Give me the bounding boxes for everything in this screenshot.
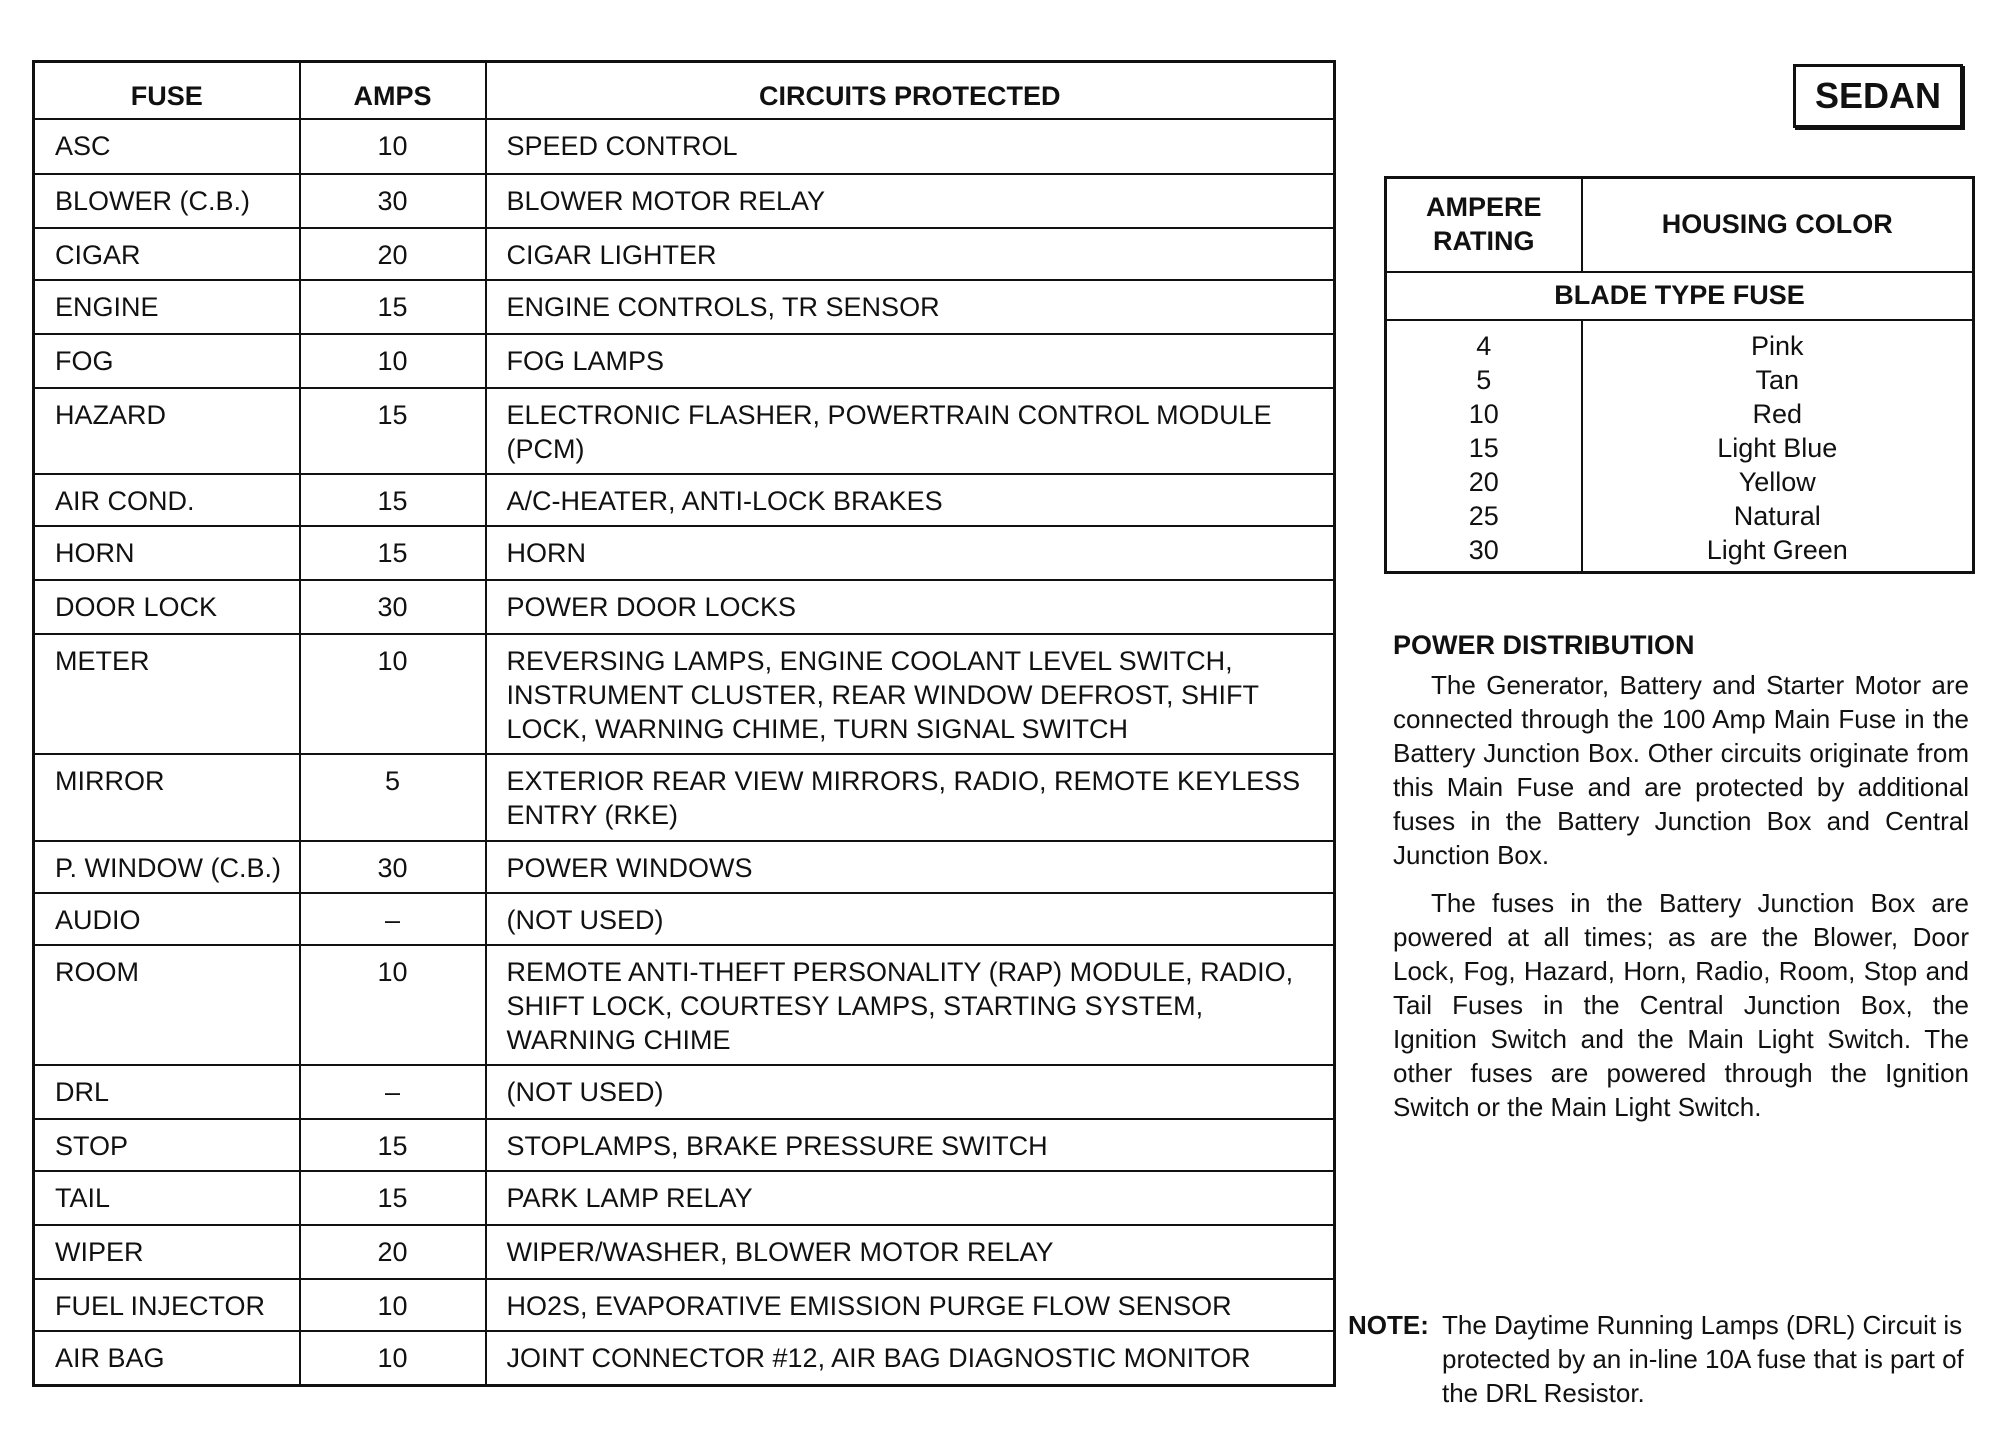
fuse-name-cell: DOOR LOCK (34, 580, 300, 634)
circuits-cell: EXTERIOR REAR VIEW MIRRORS, RADIO, REMOTE KEYLESS ENTRY (RKE) (486, 754, 1335, 841)
fuse-name-cell: ENGINE (34, 280, 300, 334)
housing-color-value: Pink (1750, 331, 1804, 361)
circuits-cell: POWER DOOR LOCKS (486, 580, 1335, 634)
amps-cell: 10 (300, 1279, 486, 1331)
amps-cell: 20 (300, 228, 486, 280)
ampere-rating-header: AMPERE RATING (1386, 178, 1582, 273)
circuits-cell: PARK LAMP RELAY (486, 1171, 1335, 1225)
fuse-name-cell: P. WINDOW (C.B.) (34, 841, 300, 893)
circuits-cell: HORN (486, 526, 1335, 580)
color-list (1582, 320, 1974, 573)
table-row (34, 1171, 1335, 1225)
fuse-name-cell: DRL (34, 1065, 300, 1119)
circuits-cell: BLOWER MOTOR RELAY (486, 174, 1335, 228)
circuits-cell: SPEED CONTROL (486, 119, 1335, 174)
table-row (34, 945, 1335, 1065)
power-distribution-section (1393, 628, 1969, 1138)
ampere-color-table (1384, 176, 1975, 574)
circuits-cell: FOG LAMPS (486, 334, 1335, 388)
fuse-name-cell: TAIL (34, 1171, 300, 1225)
power-paragraph-1: The Generator, Battery and Starter Motor are connected through the 100 Amp Main Fuse in the Battery Junction Box. Other circuits originate from this Main Fuse and are protected by additional fuses in the Battery Junction Box and Central Junction Box. (1393, 670, 1969, 870)
sedan-badge: SEDAN (1793, 64, 1963, 128)
power-distribution-title: POWER DISTRIBUTION (1393, 630, 1695, 660)
circuits-cell: WIPER/WASHER, BLOWER MOTOR RELAY (486, 1225, 1335, 1279)
amps-cell: 15 (300, 526, 486, 580)
blade-type-fuse-header: BLADE TYPE FUSE (1386, 272, 1974, 320)
table-row (34, 280, 1335, 334)
amps-cell: 30 (300, 580, 486, 634)
ampere-rating-value: 20 (1468, 467, 1499, 497)
fuse-name-cell: AUDIO (34, 893, 300, 945)
amps-cell: 10 (300, 945, 486, 1065)
table-row (34, 1279, 1335, 1331)
amps-cell: 10 (300, 634, 486, 754)
circuits-column-header: CIRCUITS PROTECTED (486, 62, 1335, 120)
fuse-name-cell: HAZARD (34, 388, 300, 474)
ampere-rating-value: 10 (1468, 399, 1499, 429)
amps-cell: 20 (300, 1225, 486, 1279)
color-table-subheader-row (1386, 272, 1974, 320)
ampere-rating-value: 4 (1476, 331, 1492, 361)
fuse-name-cell: AIR COND. (34, 474, 300, 526)
amps-cell: 15 (300, 280, 486, 334)
housing-color-value: Tan (1755, 365, 1800, 395)
ampere-rating-value: 15 (1468, 433, 1499, 463)
circuits-cell: JOINT CONNECTOR #12, AIR BAG DIAGNOSTIC MONITOR (486, 1331, 1335, 1385)
table-row (34, 1225, 1335, 1279)
table-row (34, 334, 1335, 388)
table-row (34, 174, 1335, 228)
table-row (34, 580, 1335, 634)
housing-color-value: Yellow (1738, 467, 1816, 497)
housing-color-value: Natural (1733, 501, 1821, 531)
fuse-name-cell: ROOM (34, 945, 300, 1065)
fuse-name-cell: ASC (34, 119, 300, 174)
fuse-name-cell: STOP (34, 1119, 300, 1171)
note-section (1348, 1308, 1978, 1410)
amps-cell: 15 (300, 388, 486, 474)
ampere-rating-value: 5 (1476, 365, 1492, 395)
circuits-cell: REVERSING LAMPS, ENGINE COOLANT LEVEL SWITCH, INSTRUMENT CLUSTER, REAR WINDOW DEFROST, SHIFT LOCK, WARNING CHIME, TURN SIGNAL SWITCH (486, 634, 1335, 754)
table-row (34, 1065, 1335, 1119)
ampere-rating-value: 25 (1468, 501, 1499, 531)
circuits-cell: POWER WINDOWS (486, 841, 1335, 893)
fuse-name-cell: AIR BAG (34, 1331, 300, 1385)
amps-cell: 15 (300, 1119, 486, 1171)
table-row (34, 841, 1335, 893)
amps-column-header: AMPS (300, 62, 486, 120)
fuse-name-cell: CIGAR (34, 228, 300, 280)
table-row (34, 754, 1335, 841)
table-row (34, 1331, 1335, 1385)
circuits-cell: (NOT USED) (486, 893, 1335, 945)
amps-cell: 15 (300, 1171, 486, 1225)
color-table-header-row (1386, 178, 1974, 273)
circuits-cell: ELECTRONIC FLASHER, POWERTRAIN CONTROL MODULE (PCM) (486, 388, 1335, 474)
note-label: NOTE: (1348, 1310, 1429, 1340)
circuits-cell: HO2S, EVAPORATIVE EMISSION PURGE FLOW SENSOR (486, 1279, 1335, 1331)
table-row (34, 388, 1335, 474)
circuits-cell: STOPLAMPS, BRAKE PRESSURE SWITCH (486, 1119, 1335, 1171)
circuits-cell: (NOT USED) (486, 1065, 1335, 1119)
amps-cell: – (300, 893, 486, 945)
housing-color-value: Red (1752, 399, 1803, 429)
housing-color-value: Light Green (1706, 535, 1848, 565)
fuse-name-cell: BLOWER (C.B.) (34, 174, 300, 228)
amps-cell: 30 (300, 174, 486, 228)
table-row (34, 474, 1335, 526)
housing-color-header: HOUSING COLOR (1582, 178, 1974, 273)
fuse-name-cell: FOG (34, 334, 300, 388)
fuse-name-cell: MIRROR (34, 754, 300, 841)
circuits-cell: REMOTE ANTI-THEFT PERSONALITY (RAP) MODULE, RADIO, SHIFT LOCK, COURTESY LAMPS, STARTING SYSTEM, WARNING CHIME (486, 945, 1335, 1065)
fuse-name-cell: FUEL INJECTOR (34, 1279, 300, 1331)
fuse-table-header-row (34, 62, 1335, 120)
amps-cell: 10 (300, 334, 486, 388)
power-paragraph-2: The fuses in the Battery Junction Box are powered at all times; as are the Blower, Door Lock, Fog, Hazard, Horn, Radio, Room, Stop and Tail Fuses in the Central Junction Box, the Ignition Switch and the Main Light Switch. The other fuses are powered through the Ignition Switch or the Main Light Switch. (1393, 888, 1969, 1122)
amps-cell: 10 (300, 119, 486, 174)
note-text: The Daytime Running Lamps (DRL) Circuit is protected by an in-line 10A fuse that is part of the DRL Resistor. (1442, 1310, 1964, 1408)
circuits-cell: CIGAR LIGHTER (486, 228, 1335, 280)
fuse-name-cell: METER (34, 634, 300, 754)
amps-cell: – (300, 1065, 486, 1119)
amps-cell: 15 (300, 474, 486, 526)
fuse-name-cell: WIPER (34, 1225, 300, 1279)
color-table-body (1386, 320, 1974, 573)
fuse-table (32, 60, 1336, 1387)
amps-cell: 30 (300, 841, 486, 893)
circuits-cell: ENGINE CONTROLS, TR SENSOR (486, 280, 1335, 334)
circuits-cell: A/C-HEATER, ANTI-LOCK BRAKES (486, 474, 1335, 526)
housing-color-value: Light Blue (1717, 433, 1838, 463)
rating-list (1386, 320, 1582, 573)
fuse-name-cell: HORN (34, 526, 300, 580)
table-row (34, 228, 1335, 280)
amps-cell: 10 (300, 1331, 486, 1385)
table-row (34, 119, 1335, 174)
fuse-column-header: FUSE (34, 62, 300, 120)
amps-cell: 5 (300, 754, 486, 841)
ampere-rating-value: 30 (1468, 535, 1499, 565)
table-row (34, 634, 1335, 754)
table-row (34, 526, 1335, 580)
table-row (34, 1119, 1335, 1171)
table-row (34, 893, 1335, 945)
